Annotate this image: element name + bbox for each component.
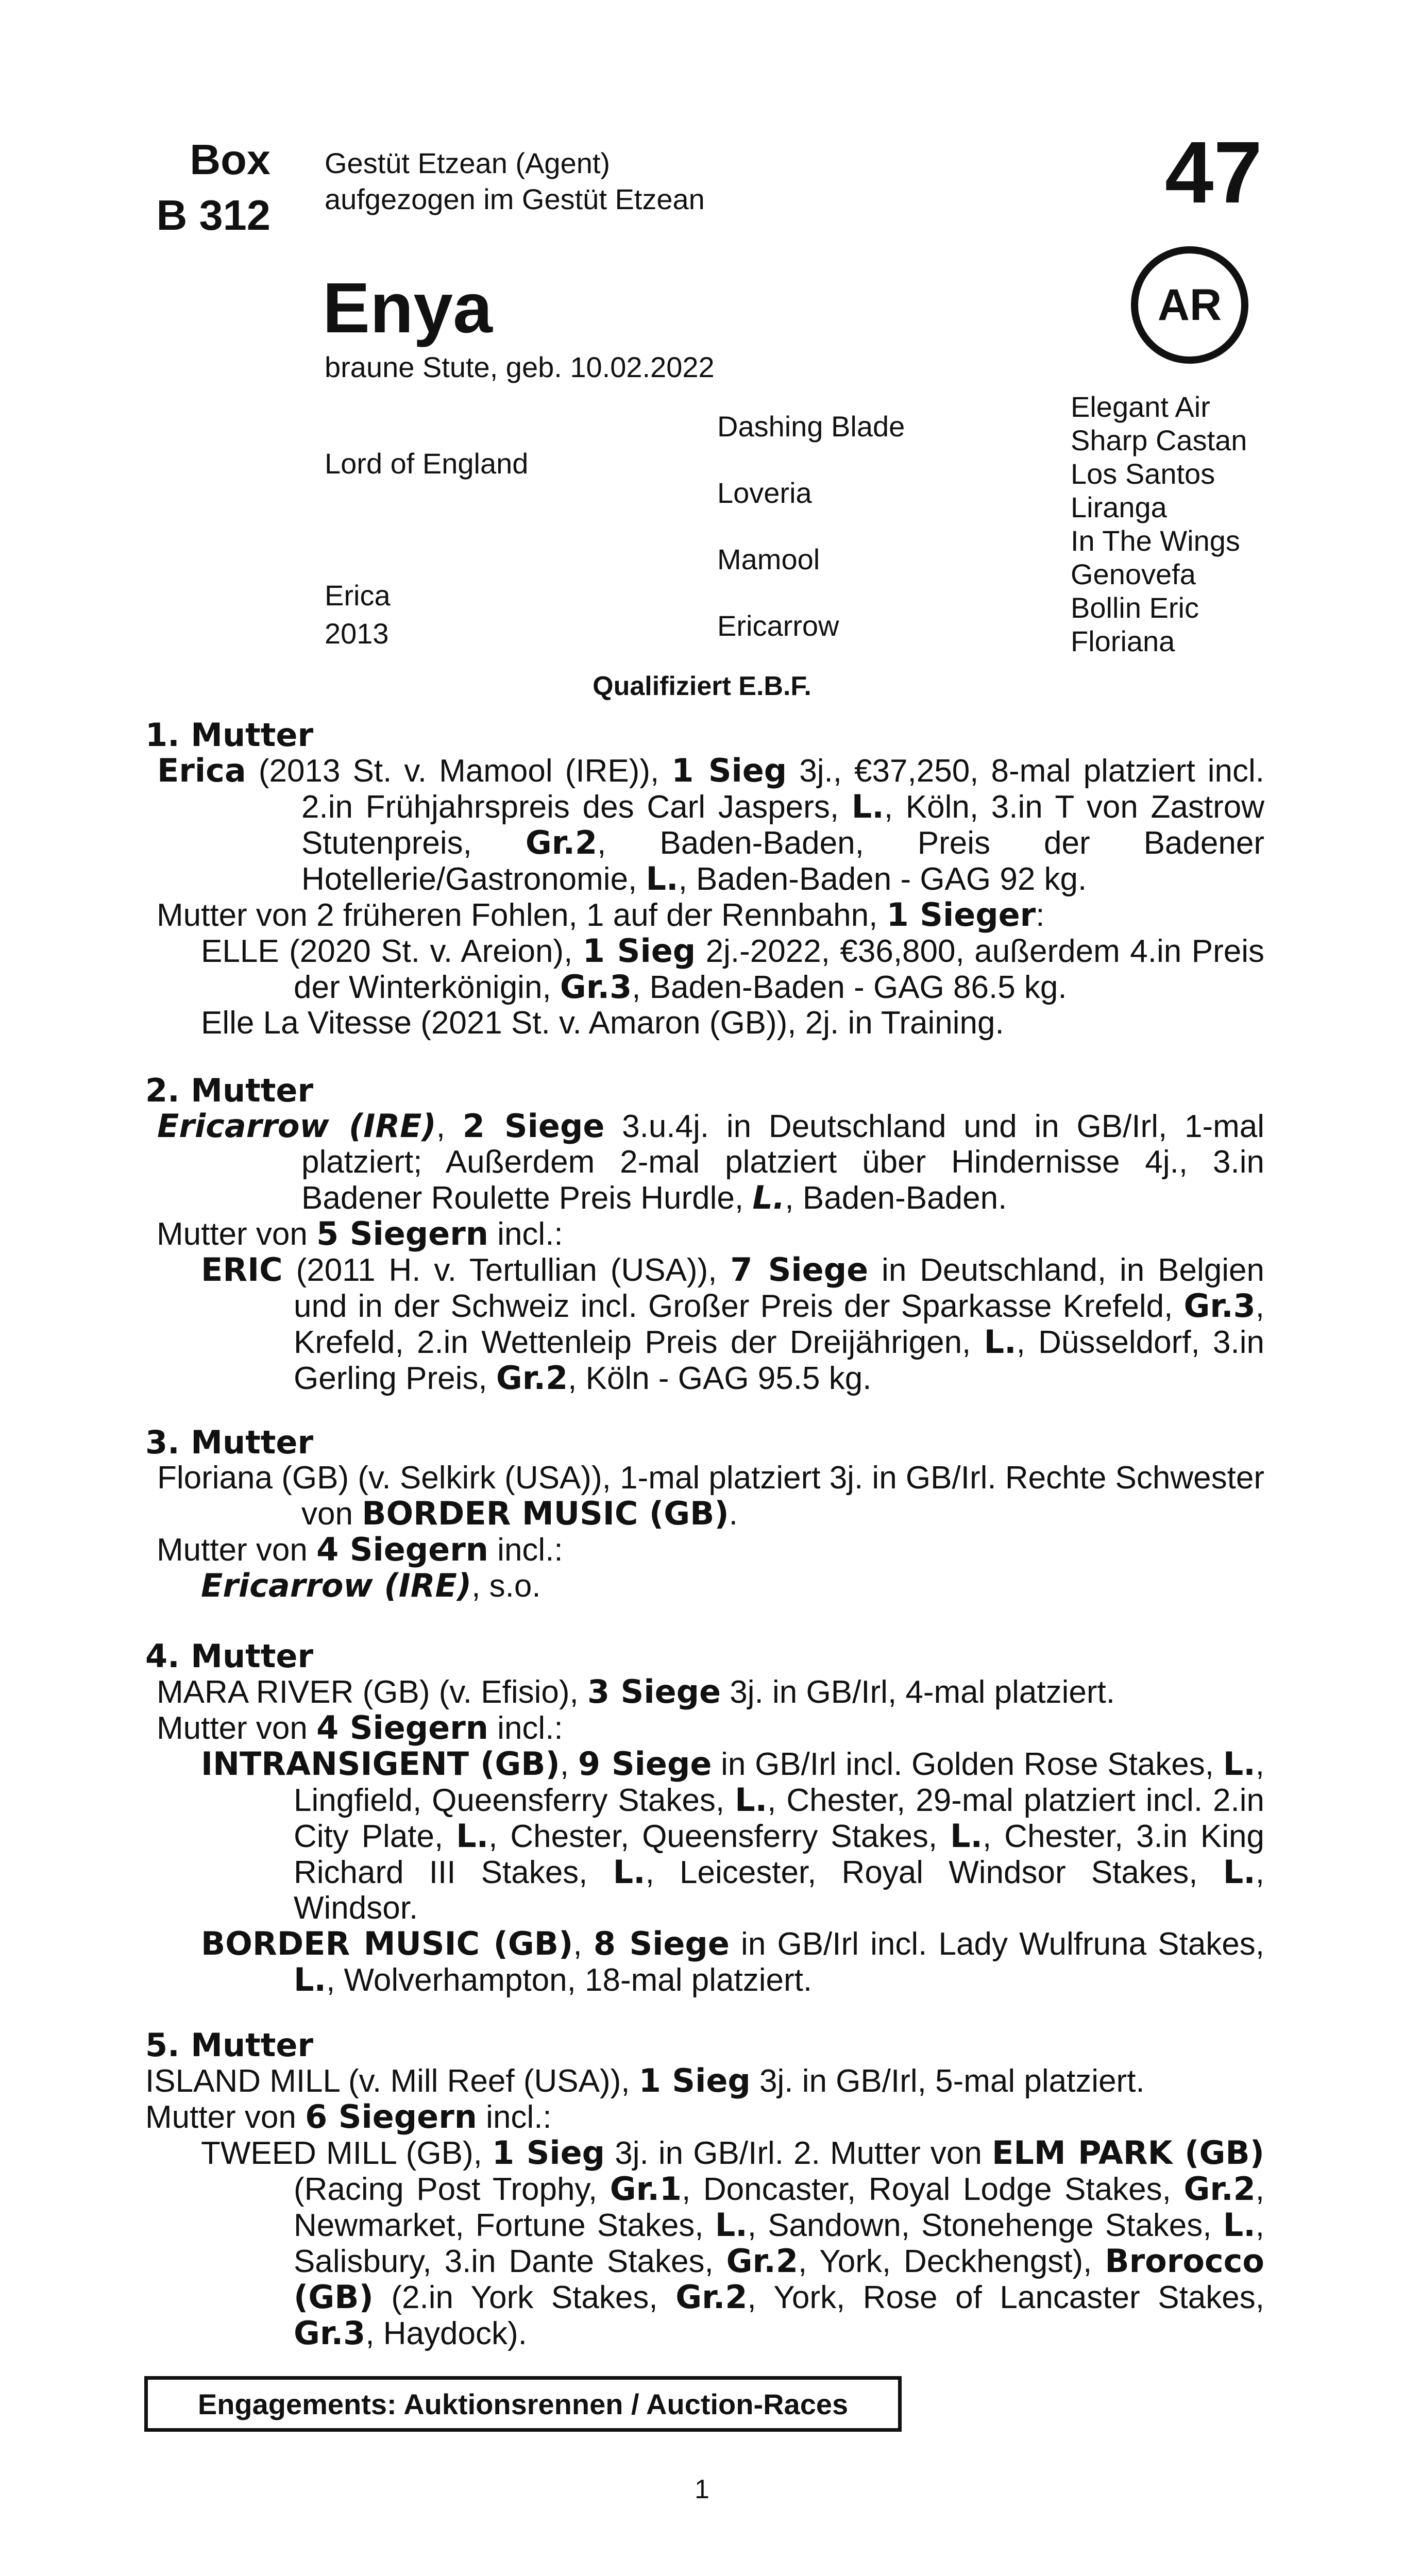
section-third-dam	[145, 1425, 1264, 1604]
dam-record: Floriana (GB) (v. Selkirk (USA)), 1-mal platziert 3j. in GB/Irl. Rechte Schwester von BORDER MUSIC (GB).	[157, 1460, 1264, 1532]
box-number: B 312	[156, 191, 270, 239]
produce-summary: Mutter von 2 früheren Fohlen, 1 auf der Rennbahn, 1 Sieger:	[157, 896, 1045, 934]
great-grandparent: Los Santos	[1071, 457, 1215, 490]
section-title: 5. Mutter	[145, 2026, 314, 2064]
section-second-dam	[145, 1073, 1264, 1396]
section-title: 1. Mutter	[145, 716, 314, 754]
dam-name: Ericarrow (IRE)	[157, 1107, 436, 1145]
section-title: 3. Mutter	[145, 1423, 314, 1461]
engagements-box	[144, 2376, 902, 2432]
raised-at: aufgezogen im Gestüt Etzean	[325, 183, 705, 215]
box-label: Box	[190, 135, 270, 183]
section-fifth-dam	[145, 2027, 1264, 2351]
offspring-entry: Ericarrow (IRE), s.o.	[201, 1567, 541, 1604]
dam-record: Ericarrow (IRE), 2 Siege 3.u.4j. in Deutschland und in GB/Irl, 1-mal platziert; Außerdem 2-mal platziert über Hindernisse 4j., 3.in Badener Roulette Preis Hurdle, L., Baden-Baden.	[157, 1107, 1264, 1216]
grandparent: Dashing Blade	[717, 410, 905, 443]
great-grandparent: Bollin Eric	[1071, 591, 1199, 624]
offspring-entry: BORDER MUSIC (GB), 8 Siege in GB/Irl incl. Lady Wulfruna Stakes, L., Wolverhampton, 18-mal platziert.	[201, 1925, 1265, 1998]
offspring-entry: ERIC (2011 H. v. Tertullian (USA)), 7 Siege in Deutschland, in Belgien und in der Schweiz incl. Großer Preis der Sparkasse Krefeld, Gr.3, Krefeld, 2.in Wettenleip Preis der Dreijährigen, L., Düsseldorf, 3.in Gerling Preis, Gr.2, Köln - GAG 95.5 kg.	[201, 1251, 1264, 1397]
horse-name: Enya	[323, 268, 493, 348]
great-grandparent: Sharp Castan	[1071, 424, 1247, 456]
ar-badge-text: AR	[1157, 280, 1222, 330]
dam-name: Erica	[157, 752, 246, 789]
offspring-entry: Elle La Vitesse (2021 St. v. Amaron (GB)), 2j. in Training.	[201, 1005, 1004, 1041]
offspring-entry: ELLE (2020 St. v. Areion), 1 Sieg 2j.-2022, €36,800, außerdem 4.in Preis der Winterkönigin, Gr.3, Baden-Baden - GAG 86.5 kg.	[201, 932, 1264, 1006]
section-fourth-dam	[145, 1638, 1264, 1998]
produce-summary: Mutter von 4 Siegern incl.:	[157, 1709, 563, 1747]
page-number: 1	[695, 2475, 709, 2504]
produce-summary: Mutter von 4 Siegern incl.:	[157, 1531, 563, 1568]
great-grandparent: In The Wings	[1071, 524, 1240, 557]
section-first-dam	[145, 717, 1264, 1041]
dam-record: ISLAND MILL (v. Mill Reef (USA)), 1 Sieg 3j. in GB/Irl, 5-mal platziert.	[145, 2062, 1145, 2099]
qualification: Qualifiziert E.B.F.	[593, 671, 811, 701]
grandparent: Ericarrow	[717, 609, 839, 642]
grandparent: Mamool	[717, 543, 820, 575]
engagements-text: Engagements: Auktionsrennen / Auction-Races	[197, 2387, 849, 2420]
great-grandparent: Genovefa	[1071, 558, 1196, 590]
dam-year: 2013	[325, 617, 389, 650]
dam: Erica	[325, 579, 391, 612]
grandparent: Loveria	[717, 477, 812, 509]
consignor: Gestüt Etzean (Agent)	[325, 147, 611, 179]
lot-number: 47	[1164, 124, 1262, 222]
great-grandparent: Liranga	[1071, 491, 1167, 523]
dam-record: Erica (2013 St. v. Mamool (IRE)), 1 Sieg 3j., €37,250, 8-mal platziert incl. 2.in Frühjahrspreis des Carl Jaspers, L., Köln, 3.in T von Zastrow Stutenpreis, Gr.2, Baden-Baden, Preis der Badener Hotellerie/Gastronomie, L., Baden-Baden - GAG 92 kg.	[157, 752, 1265, 897]
offspring-entry: TWEED MILL (GB), 1 Sieg 3j. in GB/Irl. 2. Mutter von ELM PARK (GB) (Racing Post Trophy, Gr.1, Doncaster, Royal Lodge Stakes, Gr.2, Newmarket, Fortune Stakes, L., Sandown, Stonehenge Stakes, L., Salisbury, 3.in Dante Stakes, Gr.2, York, Deckhengst), Brorocco (GB) (2.in York Stakes, Gr.2, York, Rose of Lancaster Stakes, Gr.3, Haydock).	[201, 2134, 1265, 2352]
produce-summary: Mutter von 5 Siegern incl.:	[157, 1215, 563, 1252]
sire: Lord of England	[325, 447, 529, 480]
section-title: 4. Mutter	[145, 1637, 314, 1675]
horse-description: braune Stute, geb. 10.02.2022	[325, 351, 715, 383]
ar-badge	[1131, 246, 1248, 364]
produce-summary: Mutter von 6 Siegern incl.:	[145, 2098, 552, 2136]
offspring-entry: INTRANSIGENT (GB), 9 Siege in GB/Irl incl. Golden Rose Stakes, L., Lingfield, Queensferry Stakes, L., Chester, 29-mal platziert incl. 2.in City Plate, L., Chester, Queensferry Stakes, L., Chester, 3.in King Richard III Stakes, L., Leicester, Royal Windsor Stakes, L., Windsor.	[201, 1745, 1264, 1926]
dam-record: MARA RIVER (GB) (v. Efisio), 3 Siege 3j. in GB/Irl, 4-mal platziert.	[157, 1673, 1115, 1710]
section-title: 2. Mutter	[145, 1072, 314, 1109]
great-grandparent: Floriana	[1071, 625, 1175, 657]
great-grandparent: Elegant Air	[1071, 391, 1210, 423]
